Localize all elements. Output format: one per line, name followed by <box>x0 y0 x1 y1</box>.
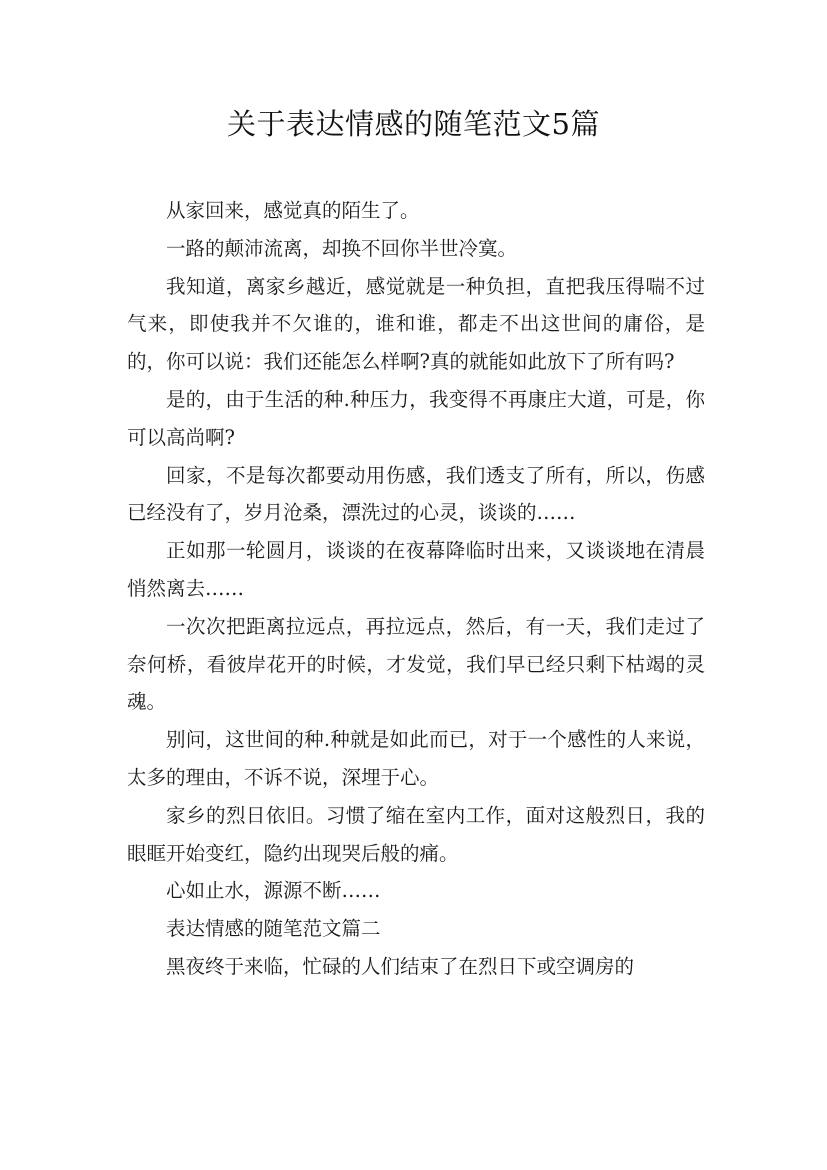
paragraph: 我知道，离家乡越近，感觉就是一种负担，直把我压得喘不过气来，即使我并不欠谁的，谁和谁，都走不出这世间的庸俗，是的，你可以说：我们还能怎么样啊?真的就能如此放下了所有吗? <box>127 274 705 374</box>
paragraph: 一次次把距离拉远点，再拉远点，然后，有一天，我们走过了奈何桥，看彼岸花开的时候，才发觉，我们早已经只剩下枯竭的灵魂。 <box>127 614 705 714</box>
paragraph: 一路的颠沛流离，却换不回你半世冷寞。 <box>166 236 518 260</box>
paragraph: 别问，这世间的种.种就是如此而已，对于一个感性的人来说，太多的理由，不诉不说，深埋于心。 <box>127 728 705 789</box>
paragraph: 回家，不是每次都要动用伤感，我们透支了所有，所以，伤感已经没有了，岁月沧桑，漂洗过的心灵，谈谈的…… <box>127 463 705 525</box>
document-title: 关于表达情感的随笔范文5篇 <box>227 107 600 141</box>
paragraph: 家乡的烈日依旧。习惯了缩在室内工作，面对这般烈日，我的眼眶开始变红，隐约出现哭后般的痛。 <box>127 803 705 865</box>
section-heading: 表达情感的随笔范文篇二 <box>166 917 381 941</box>
paragraph: 是的，由于生活的种.种压力，我变得不再康庄大道，可是，你可以高尚啊? <box>127 387 705 449</box>
paragraph: 正如那一轮圆月，谈谈的在夜幕降临时出来，又谈谈地在清晨悄然离去…… <box>127 539 705 600</box>
paragraph: 从家回来，感觉真的陌生了。 <box>166 199 420 222</box>
paragraph: 黑夜终于来临，忙碌的人们结束了在烈日下或空调房的 <box>166 954 635 978</box>
document-body <box>127 192 705 986</box>
paragraph: 心如止水，源源不断…… <box>166 879 381 903</box>
